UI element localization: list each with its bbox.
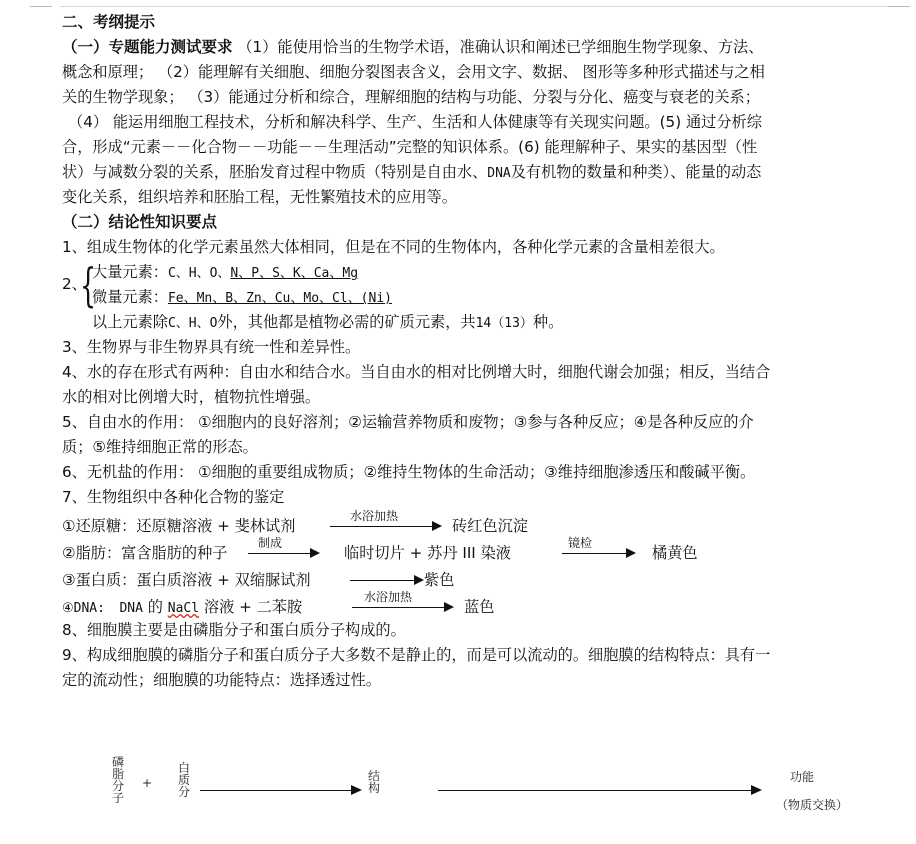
part1-line-2: 概念和原理； （2）能理解有关细胞、细胞分裂图表含义，会用文字、数据、 图形等多种形式描述与之相 — [62, 63, 765, 81]
arrow-2-icon — [438, 790, 760, 791]
part1-line-6b: 及有机物的数量和种类）、能量的动态 — [510, 163, 762, 181]
phospholipid-label — [112, 756, 124, 804]
part1-line-6a: 状）与减数分裂的关系，胚胎发育过程中物质（特别是自由水、 — [62, 163, 488, 181]
r4-of: 的 — [142, 598, 168, 616]
r2-condition-2: 镜检 — [568, 536, 593, 550]
page-corner-mark-right — [888, 6, 910, 7]
function-label: 功能 — [790, 770, 815, 784]
micro-label: 微量元素： — [92, 288, 168, 306]
point-4a: 4、水的存在形式有两种：自由水和结合水。当自由水的相对比例增大时，细胞代谢会加强；相反，当结合 — [62, 363, 771, 381]
r4-condition: 水浴加热 — [364, 590, 413, 604]
point-2-number: 2、 — [62, 275, 87, 293]
note-d: 14（13） — [475, 316, 533, 331]
r2-middle: 临时切片 + 苏丹 III 染液 — [344, 544, 511, 562]
point-2-note — [62, 310, 882, 335]
char: 质 — [178, 773, 191, 787]
char: 白 — [178, 761, 191, 775]
structure-label — [368, 770, 380, 794]
r4-prefix: ④DNA: — [62, 601, 105, 616]
char: 子 — [112, 791, 125, 805]
point-4b: 水的相对比例增大时，植物抗性增强。 — [62, 388, 321, 406]
char: 脂 — [112, 767, 125, 781]
micro-elements — [92, 285, 392, 311]
membrane-diagram — [0, 752, 916, 844]
r2-arrow-1-icon — [248, 553, 318, 554]
point-9b: 定的流动性；细胞膜的功能特点：选择透过性。 — [62, 671, 381, 689]
macro-plain: C、H、O、 — [167, 266, 231, 281]
part1-line-1 — [62, 35, 882, 60]
r1-left: ①还原糖：还原糖溶液 + 斐林试剂 — [62, 517, 296, 535]
note-b: C、H、O — [167, 316, 218, 331]
r4-left — [62, 595, 302, 621]
micro-underlined: Fe、Mn、B、Zn、Cu、Mo、Cl、(Ni) — [167, 291, 392, 306]
r4-dna: DNA — [119, 601, 143, 616]
macro-underlined: N、P、S、K、Ca、Mg — [230, 266, 359, 281]
macro-elements — [92, 260, 358, 286]
r4-arrow-icon — [352, 607, 452, 608]
r4-nacl: NaCl — [167, 601, 200, 616]
part1-line-6 — [62, 160, 882, 185]
reaction-protein — [62, 564, 882, 591]
char: 构 — [368, 781, 381, 795]
char: 分 — [112, 779, 125, 793]
r3-arrow-icon — [350, 580, 422, 581]
plus-sign: + — [142, 776, 153, 790]
reaction-reducing-sugar — [62, 510, 882, 537]
note-a: 以上元素除 — [92, 313, 168, 331]
reaction-fat — [62, 537, 882, 564]
point-6: 6、无机盐的作用： ①细胞的重要组成物质；②维持生物体的生命活动；③维持细胞渗透压和酸碱平衡。 — [62, 463, 756, 481]
point-3: 3、生物界与非生物界具有统一性和差异性。 — [62, 338, 361, 356]
part1-text: （1）能使用恰当的生物学术语，准确认识和阐述已学细胞生物学现象、方法、 — [237, 38, 764, 56]
char: 分 — [178, 785, 191, 799]
point-9a: 9、构成细胞膜的磷脂分子和蛋白质分子大多数不是静止的，而是可以流动的。细胞膜的结构特点：具有一 — [62, 646, 771, 664]
point-7: 7、生物组织中各种化合物的鉴定 — [62, 488, 285, 506]
r2-condition-1: 制成 — [258, 536, 283, 550]
char: 磷 — [112, 755, 125, 769]
page-corner-mark-left — [30, 6, 52, 7]
section-title: 二、考纲提示 — [62, 13, 156, 31]
r4-right: 蓝色 — [464, 598, 495, 616]
part1-line-4: （4） 能运用细胞工程技术，分析和解决科学、生产、生活和人体健康等有关现实问题。(5) 通过分析综 — [68, 113, 762, 131]
r1-arrow-icon — [330, 526, 440, 527]
function-note: （物质交换） — [776, 798, 849, 812]
point-1: 1、组成生物体的化学元素虽然大体相同，但是在不同的生物体内，各种化学元素的含量相差很大。 — [62, 238, 725, 256]
note-c: 外，其他都是植物必需的矿质元素，共 — [217, 313, 476, 331]
point-2-elements — [62, 260, 882, 310]
brace-icon: { — [80, 258, 97, 312]
r3-right: 紫色 — [424, 571, 455, 589]
protein-label — [178, 762, 190, 798]
point-5a: 5、自由水的作用： ①细胞内的良好溶剂；②运输营养物质和废物；③参与各种反应；④是各种反应的介 — [62, 413, 754, 431]
char: 结 — [368, 769, 381, 783]
r3-left: ③蛋白质：蛋白质溶液 + 双缩脲试剂 — [62, 571, 311, 589]
r1-right: 砖红色沉淀 — [452, 517, 528, 535]
reaction-dna — [62, 591, 882, 618]
part1-line-7: 变化关系，组织培养和胚胎工程，无性繁殖技术的应用等。 — [62, 188, 457, 206]
r2-arrow-2-icon — [562, 553, 634, 554]
macro-label: 大量元素： — [92, 263, 168, 281]
part1-heading: （一）专题能力测试要求 — [62, 38, 233, 56]
part2-heading: （二）结论性知识要点 — [62, 213, 218, 231]
note-e: 种。 — [532, 313, 564, 331]
r4-rest: 溶液 + 二苯胺 — [199, 598, 303, 616]
r2-right: 橘黄色 — [652, 544, 698, 562]
r2-left: ②脂肪：富含脂肪的种子 — [62, 544, 228, 562]
dna-term: DNA — [487, 166, 511, 181]
page-top-border — [60, 6, 890, 7]
point-8: 8、细胞膜主要是由磷脂分子和蛋白质分子构成的。 — [62, 621, 406, 639]
r1-condition: 水浴加热 — [350, 509, 399, 523]
part1-line-3: 关的生物学现象； （3）能通过分析和综合，理解细胞的结构与功能、分裂与分化、癌变与衰老的关系； — [62, 88, 760, 106]
arrow-1-icon — [200, 790, 360, 791]
document-body — [62, 10, 882, 693]
point-5b: 质；⑤维持细胞正常的形态。 — [62, 438, 258, 456]
part1-line-5: 合，形成“元素－－化合物－－功能－－生理活动”完整的知识体系。(6) 能理解种子、果实的基因型（性 — [62, 138, 758, 156]
